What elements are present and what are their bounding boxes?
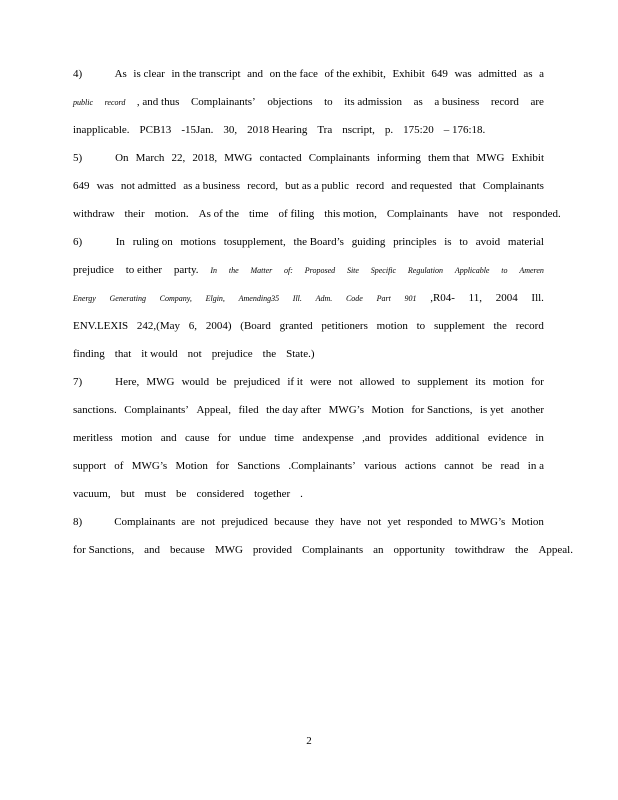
word: withdraw [73,208,115,220]
word: andexpense [302,432,354,444]
word: in [535,432,544,444]
word: motion [376,320,408,332]
word: would [181,376,210,388]
paragraph-line [73,94,544,110]
word: additional [435,432,480,444]
word: opportunity [393,544,445,556]
word: as [413,96,423,108]
word: be [216,376,227,388]
word: undue [239,432,266,444]
word: record [515,320,544,332]
paragraph-line [73,290,544,306]
word: Energy [73,294,96,303]
word: not [187,348,202,360]
word: responded [407,516,453,528]
word: MWG [224,152,253,164]
word: of the exhibit, [324,68,386,80]
word: yet [387,516,401,528]
word: prejudiced [233,376,281,388]
word: MWG’s [328,404,365,416]
word: MWG [214,544,243,556]
word: supplement [417,376,469,388]
word: time [248,208,269,220]
paragraph-number: 8) [73,516,83,528]
word: an [373,544,384,556]
word: to [324,96,333,108]
word: prejudice [73,264,114,276]
word: Code [345,294,363,303]
word: Specific [370,266,397,275]
word: prejudice [211,348,253,360]
word: Motion [175,460,208,472]
word: 2004) [205,320,232,332]
word: On [115,152,129,164]
word: was [96,180,114,192]
word: allowed [359,376,395,388]
word: the [514,544,529,556]
word: have [457,208,479,220]
word: Complainants [386,208,448,220]
word: PCB13 [139,124,172,136]
word: p. [384,124,394,136]
word: that [114,348,132,360]
word: party. [173,264,199,276]
paragraph-number: 7) [73,376,83,388]
word: 30, [223,124,238,136]
word: the day after [266,404,322,416]
paragraph-line [73,122,544,138]
word: In [115,236,125,248]
word: petitioners [321,320,368,332]
word: 22, [171,152,186,164]
word: if it [287,376,303,388]
word: in a [527,460,544,472]
word: its [475,376,486,388]
word: Site [346,266,359,275]
word: Amending35 [238,294,280,303]
word: 242,(May [136,320,180,332]
word: for [217,432,231,444]
word: their [124,208,145,220]
word: read [500,460,520,472]
word: Ameren [519,266,544,275]
word: another [511,404,544,416]
word: not [488,208,503,220]
paragraph-line [73,150,544,166]
word: Complainants [482,180,544,192]
word: Regulation [407,266,443,275]
word: are [530,96,544,108]
word: contacted [259,152,302,164]
word: was [454,68,472,80]
word: cannot [444,460,474,472]
word: a [539,68,544,80]
paragraph-line [73,262,544,278]
word: public [73,98,93,107]
word: the [262,348,277,360]
word: March [135,152,165,164]
word: for Sanctions, [411,404,473,416]
word: material [507,236,544,248]
word: Elgin, [205,294,225,303]
word: are [181,516,195,528]
word: be [481,460,493,472]
word: In [210,266,218,275]
word: is yet [479,404,504,416]
word: for [216,460,229,472]
word: finding [73,348,105,360]
word: its admission [344,96,403,108]
paragraph-number: 6) [73,236,83,248]
word: motion. [154,208,189,220]
word: Complainants [302,544,364,556]
paragraph-line [73,458,544,474]
word: 11, [468,292,482,304]
word: various [364,460,397,472]
word: the Board’s [293,236,344,248]
word: Company, [159,294,192,303]
word: in the transcript [171,68,241,80]
word: 175:20 [403,124,434,136]
word: considered [196,488,245,500]
word: State.) [286,348,315,360]
word: 901 [404,294,417,303]
word: to [459,236,468,248]
word: the [228,266,239,275]
word: inapplicable. [73,124,130,136]
word: 649 [431,68,448,80]
word: Appeal. [538,544,573,556]
word: Sanctions [237,460,281,472]
word: is [444,236,452,248]
word: motions [180,236,216,248]
word: record, [247,180,279,192]
word: Appeal, [196,404,231,416]
paragraph-line [73,374,544,390]
word: as a business [183,180,241,192]
word: avoid [475,236,501,248]
word: 2018, [192,152,218,164]
word: filed [238,404,259,416]
paragraph-line [73,318,544,334]
word: for [531,376,544,388]
word: towithdraw [454,544,505,556]
word: of [114,460,124,472]
word: is clear [133,68,165,80]
paragraph-line [73,514,544,530]
word: Complainants’ [124,404,189,416]
word: record [490,96,519,108]
word: support [73,460,106,472]
word: – 176:18. [443,124,486,136]
word: Complainants’ [190,96,256,108]
word: not admitted [120,180,177,192]
paragraph-line [73,542,573,558]
word: Ill. [292,294,302,303]
word: Here, [115,376,140,388]
word: tosupplement, [223,236,286,248]
word: admitted [478,68,517,80]
word: provided [252,544,293,556]
word: motion [492,376,524,388]
word: because [274,516,309,528]
word: meritless [73,432,113,444]
word: it would [141,348,178,360]
word: Applicable [454,266,490,275]
word: actions [404,460,436,472]
word: to [416,320,426,332]
word: Generating [109,294,146,303]
word: .Complainants’ [288,460,356,472]
word: As [114,68,127,80]
word: a business [434,96,480,108]
paragraph-line [73,66,544,82]
word: Part [376,294,391,303]
word: , and thus [136,96,180,108]
word: prejudiced [221,516,268,528]
word: motion [121,432,153,444]
word: nscript, [342,124,375,136]
word: not [338,376,353,388]
paragraph-line [73,178,544,194]
word: ENV.LEXIS [73,320,129,332]
word: 649 [73,180,90,192]
word: and requested [391,180,453,192]
paragraph-number: 4) [73,68,83,80]
word: for Sanctions, [73,544,135,556]
paragraph-line [73,234,544,250]
paragraph-line [73,430,544,446]
word: Exhibit [511,152,544,164]
word: ,and [362,432,381,444]
word: . [300,488,303,500]
word: Ill. [531,292,544,304]
word: MWG’s [131,460,168,472]
word: Motion [511,516,544,528]
word: of: [284,266,293,275]
word: and [144,544,160,556]
word: must [144,488,167,500]
word: but [120,488,135,500]
word: have [340,516,361,528]
word: As of the [198,208,239,220]
word: 2004 [495,292,518,304]
word: to [501,266,508,275]
word: granted [279,320,313,332]
word: were [310,376,332,388]
word: informing [376,152,421,164]
word: 2018 Hearing [247,124,308,136]
paragraph-number: 5) [73,152,83,164]
word: 6, [188,320,198,332]
word: (Board [240,320,271,332]
word: record [104,98,126,107]
word: to MWG’s [458,516,506,528]
word: Complainants [308,152,370,164]
paragraph-line [73,486,544,502]
word: and [247,68,263,80]
word: ruling on [132,236,173,248]
word: time [274,432,294,444]
word: supplement [433,320,485,332]
word: objections [267,96,313,108]
word: Complainants [114,516,176,528]
word: vacuum, [73,488,111,500]
word: sanctions. [73,404,117,416]
word: responded. [512,208,561,220]
word: the [493,320,507,332]
word: them that [428,152,470,164]
word: but as a public [285,180,349,192]
word: Proposed [304,266,336,275]
word: that [459,180,476,192]
word: Adm. [315,294,333,303]
word: not [367,516,382,528]
word: provides [389,432,427,444]
paragraph-line [73,346,544,362]
word: ,R04- [430,292,455,304]
word: Matter [250,266,273,275]
word: this motion, [324,208,377,220]
word: MWG [476,152,505,164]
word: be [176,488,187,500]
word: and [160,432,177,444]
word: of filing [278,208,315,220]
word: on the face [269,68,318,80]
word: to [401,376,411,388]
word: cause [185,432,210,444]
page-number: 2 [306,735,312,747]
word: they [315,516,335,528]
word: because [170,544,205,556]
word: MWG [146,376,175,388]
paragraph-line [73,206,561,222]
word: to either [125,264,163,276]
word: record [356,180,385,192]
word: not [201,516,216,528]
word: as [523,68,533,80]
word: principles [393,236,437,248]
word: evidence [487,432,527,444]
word: Tra [317,124,333,136]
paragraph-line [73,402,544,418]
word: -15Jan. [181,124,214,136]
word: Motion [371,404,404,416]
word: together [254,488,291,500]
word: guiding [351,236,386,248]
word: Exhibit [392,68,425,80]
